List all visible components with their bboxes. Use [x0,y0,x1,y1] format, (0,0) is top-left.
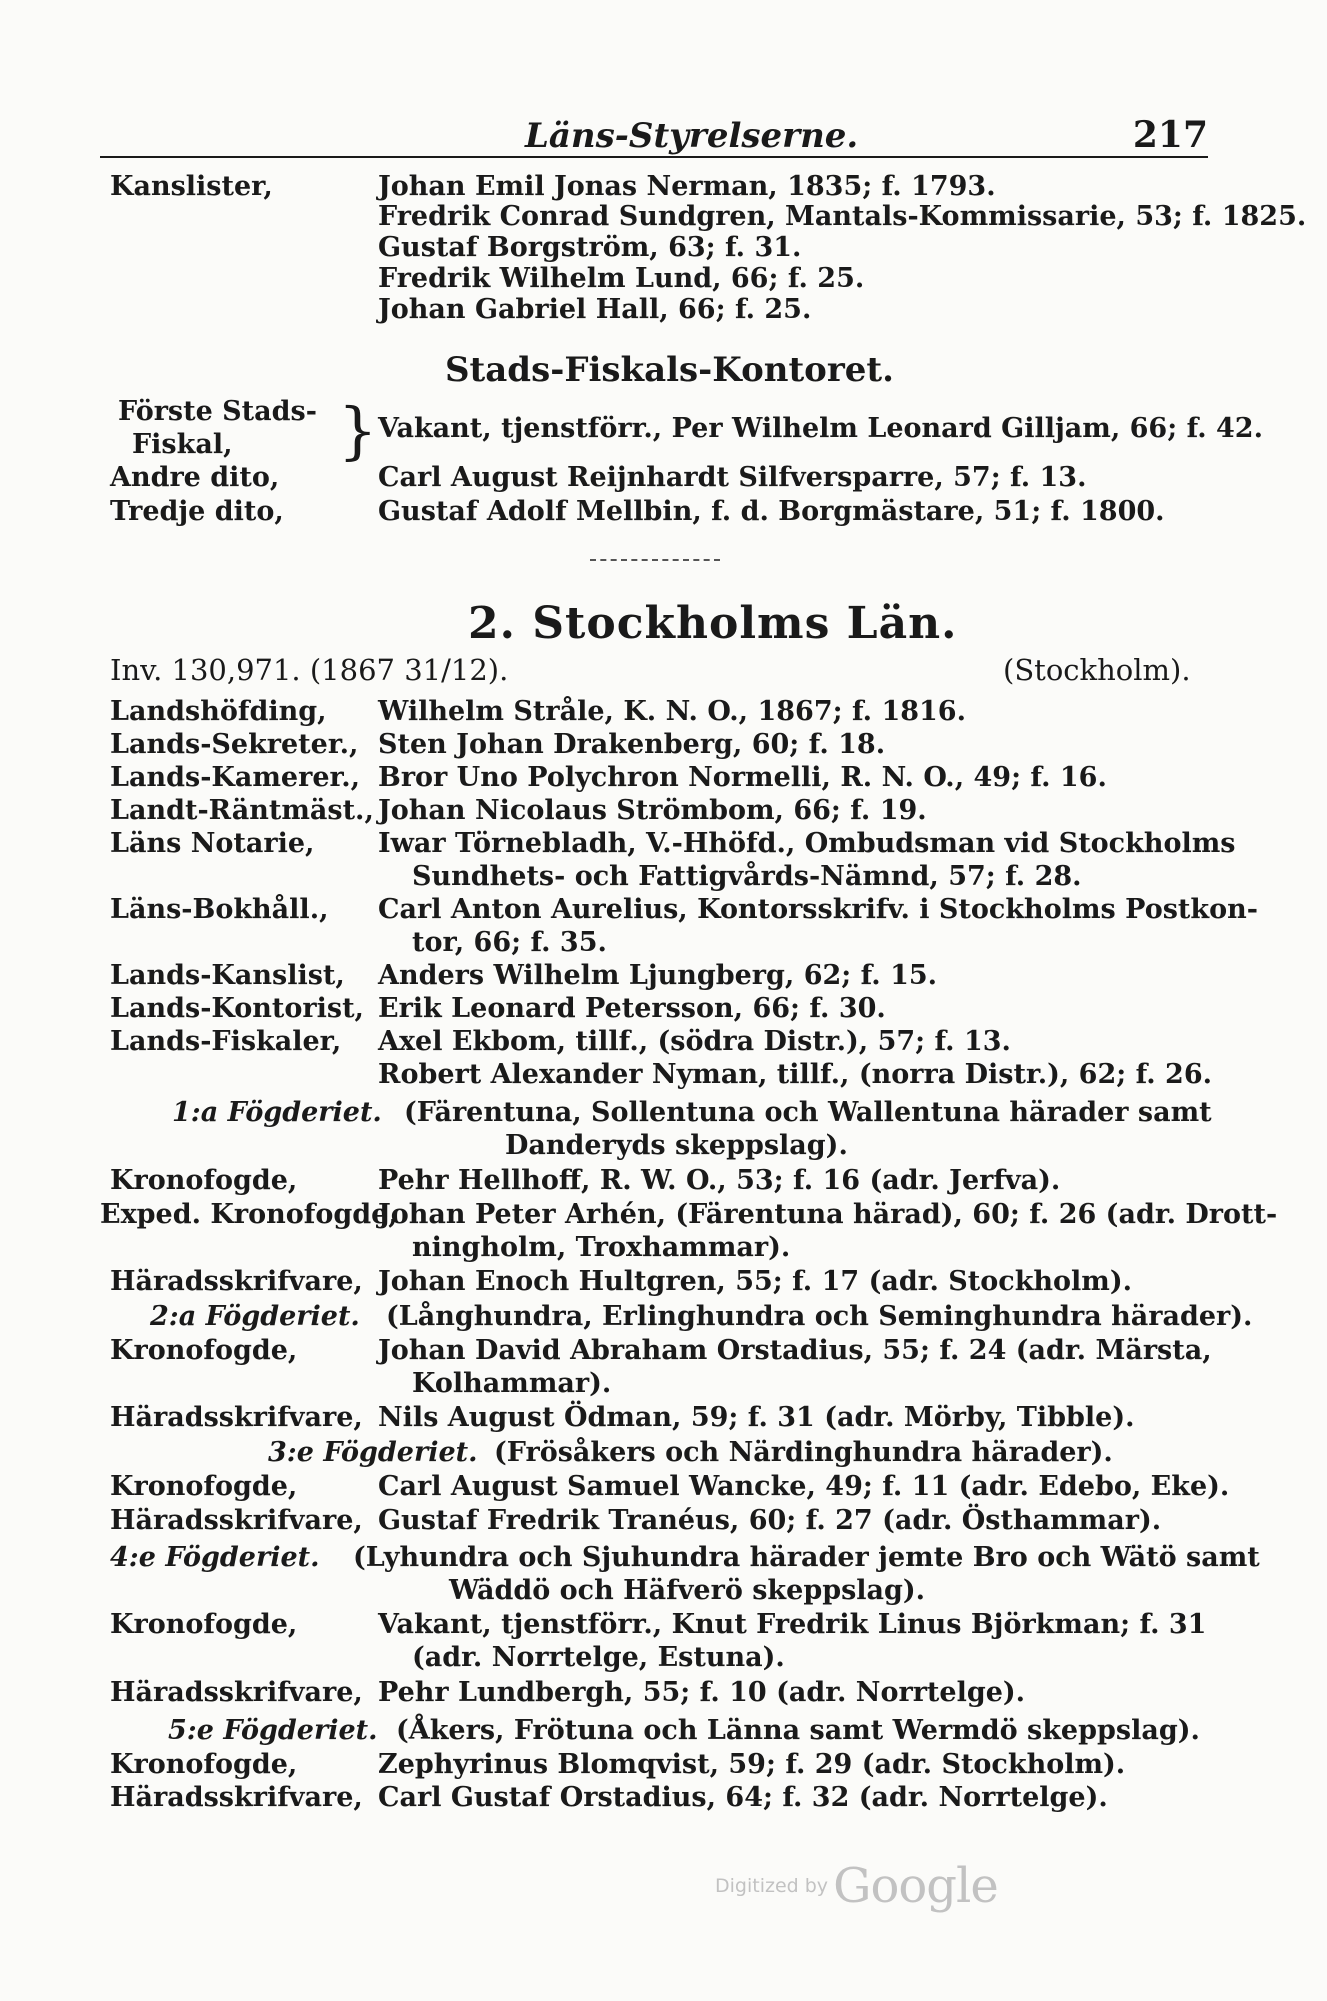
forste-text: Vakant, tjenstförr., Per Wilhelm Leonard Gilljam, 66; f. 42. [378,413,1263,444]
fogderi-text-cont: Kolhammar). [412,1368,612,1399]
fogderi-name: 5:e Fögderiet. [168,1715,378,1746]
kanslist-line: Fredrik Wilhelm Lund, 66; f. 25. [378,263,865,294]
official-text: Robert Alexander Nyman, tillf., (norra Distr.), 62; f. 26. [378,1059,1213,1090]
fogderi-label: Häradsskrifvare, [110,1505,363,1536]
fogderi-desc-cont: Wäddö och Häfverö skeppslag). [449,1575,926,1606]
header-rule [100,156,1208,158]
running-head [100,110,1208,158]
fogderi-text: Johan Enoch Hultgren, 55; f. 17 (adr. Stockholm). [378,1266,1133,1297]
fogderi-label: Häradsskrifvare, [110,1677,363,1708]
google-logo: Google [833,1858,998,1914]
fiskal-text: Gustaf Adolf Mellbin, f. d. Borgmästare, 51; f. 1800. [378,496,1165,527]
official-label: Lands-Fiskaler, [110,1026,342,1057]
fogderi-name: 1:a Fögderiet. [172,1097,382,1128]
fogderi-name: 2:a Fögderiet. [150,1301,360,1332]
fogderi-text: Pehr Lundbergh, 55; f. 10 (adr. Norrtelge). [378,1677,1026,1708]
fogderi-label: Häradsskrifvare, [110,1402,363,1433]
fogderi-label: Kronofogde, [110,1749,298,1780]
digitized-text: Digitized by [715,1875,829,1897]
official-text: Bror Uno Polychron Normelli, R. N. O., 49; f. 16. [378,762,1107,793]
official-label: Läns Notarie, [110,828,315,859]
fogderi-desc: (Åkers, Frötuna och Länna samt Wermdö skeppslag). [396,1715,1200,1746]
kanslister-label: Kanslister, [110,171,273,202]
official-label: Landshöfding, [110,696,327,727]
forste-label-1: Förste Stads- [118,396,317,427]
forste-label-2: Fiskal, [132,429,233,460]
official-label: Landt-Räntmäst., [110,795,374,826]
fogderi-label: Häradsskrifvare, [110,1266,363,1297]
official-label: Lands-Kanslist, [110,960,345,991]
fogderi-text: Johan David Abraham Orstadius, 55; f. 24 (adr. Märsta, [378,1335,1212,1366]
official-text: Sten Johan Drakenberg, 60; f. 18. [378,729,886,760]
official-text: Carl Anton Aurelius, Kontorsskrifv. i Stockholms Postkon- [378,894,1258,925]
kanslist-line: Gustaf Borgström, 63; f. 31. [378,232,802,263]
official-label: Lands-Kamerer., [110,762,361,793]
brace-glyph: } [338,394,378,467]
digitized-watermark [715,1858,998,1914]
official-label: Läns-Bokhåll., [110,894,329,925]
official-text-cont: tor, 66; f. 35. [412,927,607,958]
running-title: Läns-Styrelserne. [525,116,859,156]
fogderi-label: Kronofogde, [110,1609,298,1640]
kanslist-line: Johan Emil Jonas Nerman, 1835; f. 1793. [378,171,996,202]
fogderi-desc: (Lyhundra och Sjuhundra härader jemte Bro och Wätö samt [353,1542,1260,1573]
page-number: 217 [1132,114,1208,156]
fogderi-text: Johan Peter Arhén, (Färentuna härad), 60; f. 26 (adr. Drott- [378,1199,1278,1230]
official-label: Lands-Kontorist, [110,993,364,1024]
fogderi-desc: (Frösåkers och Närdinghundra härader). [494,1437,1113,1468]
fogderi-label: Kronofogde, [110,1335,298,1366]
lan-heading: 2. Stockholms Län. [468,598,958,649]
fiskal-label: Andre dito, [110,462,280,493]
kanslist-line: Fredrik Conrad Sundgren, Mantals-Kommissarie, 53; f. 1825. [378,201,1307,232]
fogderi-text: Zephyrinus Blomqvist, 59; f. 29 (adr. Stockholm). [378,1749,1126,1780]
fogderi-text: Vakant, tjenstförr., Knut Fredrik Linus Björkman; f. 31 [378,1609,1207,1640]
fogderi-label: Häradsskrifvare, [110,1782,363,1813]
fogderi-text-cont: ningholm, Troxhammar). [412,1232,791,1263]
fogderi-desc: (Färentuna, Sollentuna och Wallentuna härader samt [404,1097,1212,1128]
fogderi-name: 4:e Fögderiet. [110,1542,320,1573]
kanslist-line: Johan Gabriel Hall, 66; f. 25. [378,294,812,325]
official-text: Iwar Törnebladh, V.-Hhöfd., Ombudsman vid Stockholms [378,828,1236,859]
inventory-text: Inv. 130,971. (1867 31/12). [110,653,509,687]
fogderi-text-cont: (adr. Norrtelge, Estuna). [412,1642,785,1673]
fiskal-text: Carl August Reijnhardt Silfversparre, 57; f. 13. [378,462,1087,493]
fogderi-text: Nils August Ödman, 59; f. 31 (adr. Mörby, Tibble). [378,1402,1135,1433]
fogderi-label: Kronofogde, [110,1165,298,1196]
official-text: Wilhelm Stråle, K. N. O., 1867; f. 1816. [378,696,966,727]
official-text: Erik Leonard Petersson, 66; f. 30. [378,993,886,1024]
official-text-cont: Sundhets- och Fattigvårds-Nämnd, 57; f. 28. [412,861,1082,892]
fiskal-heading: Stads-Fiskals-Kontoret. [445,350,894,390]
fogderi-desc-cont: Danderyds skeppslag). [505,1130,848,1161]
official-text: Axel Ekbom, tillf., (södra Distr.), 57; f. 13. [378,1026,1011,1057]
seat-text: (Stockholm). [1003,653,1191,687]
section-divider [590,559,720,561]
fogderi-label: Kronofogde, [110,1471,298,1502]
official-text: Anders Wilhelm Ljungberg, 62; f. 15. [378,960,938,991]
fogderi-text: Gustaf Fredrik Tranéus, 60; f. 27 (adr. Östhammar). [378,1505,1162,1536]
fogderi-label: Exped. Kronofogde, [100,1199,398,1230]
fiskal-label: Tredje dito, [110,496,284,527]
fogderi-text: Carl August Samuel Wancke, 49; f. 11 (adr. Edebo, Eke). [378,1471,1230,1502]
official-label: Lands-Sekreter., [110,729,359,760]
official-text: Johan Nicolaus Strömbom, 66; f. 19. [378,795,927,826]
fogderi-name: 3:e Fögderiet. [268,1437,478,1468]
fogderi-desc: (Långhundra, Erlinghundra och Seminghundra härader). [386,1301,1253,1332]
fogderi-text: Carl Gustaf Orstadius, 64; f. 32 (adr. Norrtelge). [378,1782,1108,1813]
fogderi-text: Pehr Hellhoff, R. W. O., 53; f. 16 (adr. Jerfva). [378,1165,1061,1196]
